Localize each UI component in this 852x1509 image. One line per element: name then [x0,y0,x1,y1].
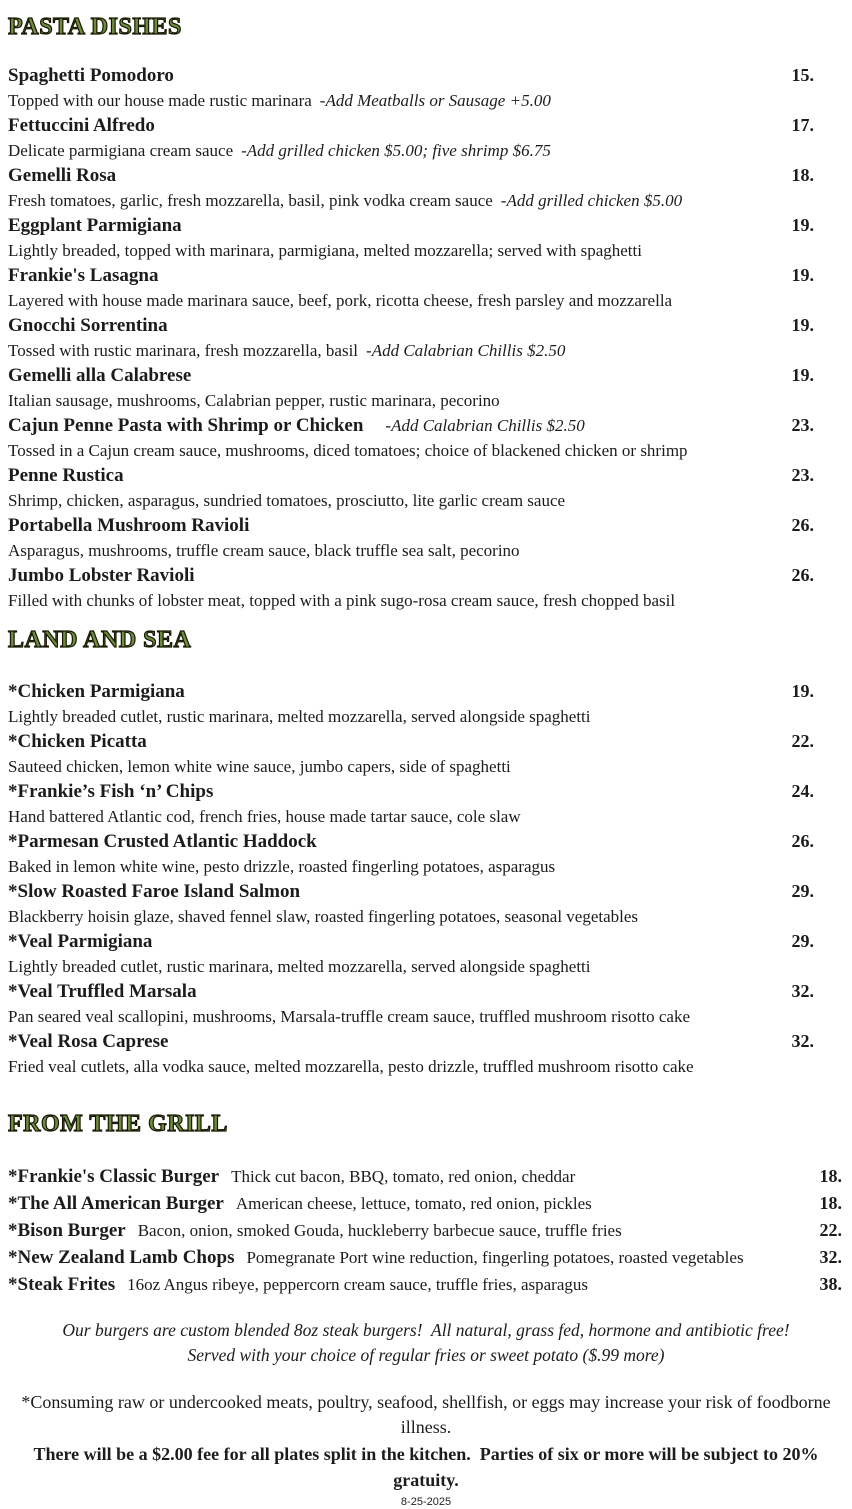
menu-item [8,779,844,829]
description-text: Layered with house made marinara sauce, beef, pork, ricotta cheese, fresh parsley and mozzarella [8,291,673,310]
item-description [8,804,844,829]
item-description: Pomegranate Port wine reduction, fingerling potatoes, roasted vegetables [246,1248,744,1267]
description-text: Lightly breaded, topped with marinara, parmigiana, melted mozzarella; served with spaghetti [8,241,642,260]
menu-item [8,263,844,313]
description-text: Tossed with rustic marinara, fresh mozzarella, basil [8,341,359,360]
item-description [8,538,844,563]
item-name: Penne Rustica [8,465,124,486]
item-price: 22. [819,1220,842,1240]
item-price: 18. [819,1166,842,1186]
menu-item [8,729,844,779]
item-name: *Veal Rosa Caprese [8,1031,169,1052]
section-title-land-and-sea: LAND AND SEA [8,627,192,653]
footer-disclaimer: *Consuming raw or undercooked meats, poultry, seafood, shellfish, or eggs may increase your risk of foodborne illness. [21,1392,831,1437]
description-text: Fresh tomatoes, garlic, fresh mozzarella, basil, pink vodka cream sauce [8,191,493,210]
item-price: 18. [791,165,814,185]
item-description [8,1004,844,1029]
menu-item [8,113,844,163]
item-description [8,588,844,613]
item-description: 16oz Angus ribeye, peppercorn cream sauce, truffle fries, asparagus [127,1275,588,1294]
footer-split-fee-note: There will be a $2.00 fee for all plates split in the kitchen. Parties of six or more will be subject to 20% gratuity. [33,1444,819,1490]
menu-item [8,829,844,879]
item-name: Gemelli Rosa [8,165,117,186]
item-price: 19. [791,681,814,701]
item-name: Jumbo Lobster Ravioli [8,565,195,586]
menu-item [8,1271,844,1298]
description-text: Filled with chunks of lobster meat, topped with a pink sugo-rosa cream sauce, fresh chopped basil [8,591,676,610]
menu-item [8,513,844,563]
menu-item [8,463,844,513]
item-name: *Steak Frites [8,1274,116,1295]
description-text: Fried veal cutlets, alla vodka sauce, melted mozzarella, pesto drizzle, truffled mushroom risotto cake [8,1057,694,1076]
menu-item [8,413,844,463]
description-text: Pan seared veal scallopini, mushrooms, Marsala-truffle cream sauce, truffled mushroom risotto cake [8,1007,690,1026]
menu-footer [8,1318,844,1509]
description-text: Delicate parmigiana cream sauce [8,141,234,160]
menu-item [8,163,844,213]
item-price: 29. [791,881,814,901]
item-name: Eggplant Parmigiana [8,215,182,236]
section-from-the-grill [8,1163,844,1298]
item-name: *Veal Truffled Marsala [8,981,197,1002]
item-price: 29. [791,931,814,951]
item-price: 15. [791,65,814,85]
item-price: 22. [791,731,814,751]
item-name: *Frankie's Classic Burger [8,1166,220,1187]
item-price: 19. [791,315,814,335]
item-description [8,1054,844,1079]
item-price: 23. [791,465,814,485]
menu-item [8,1029,844,1079]
menu-item [8,1190,844,1217]
menu-item [8,879,844,929]
item-price: 19. [791,215,814,235]
item-price: 26. [791,515,814,535]
addon-note: -Add grilled chicken $5.00; five shrimp $6.75 [241,141,551,160]
menu-item [8,563,844,613]
description-text: Baked in lemon white wine, pesto drizzle, roasted fingerling potatoes, asparagus [8,857,556,876]
item-description: Bacon, onion, smoked Gouda, huckleberry barbecue sauce, truffle fries [137,1221,622,1240]
item-description [8,188,844,213]
item-description [8,704,844,729]
menu-item [8,1163,844,1190]
addon-note: -Add Calabrian Chillis $2.50 [385,416,585,435]
item-price: 32. [791,1031,814,1051]
menu-item [8,213,844,263]
item-description: Thick cut bacon, BBQ, tomato, red onion, cheddar [231,1167,576,1186]
item-price: 19. [791,365,814,385]
menu-item [8,363,844,413]
menu-item [8,313,844,363]
item-description [8,238,844,263]
menu-item [8,679,844,729]
item-description: American cheese, lettuce, tomato, red onion, pickles [235,1194,592,1213]
addon-note: -Add Calabrian Chillis $2.50 [366,341,566,360]
item-description [8,954,844,979]
item-name: Cajun Penne Pasta with Shrimp or Chicken [8,415,364,436]
item-name: Portabella Mushroom Ravioli [8,515,250,536]
item-name: *Slow Roasted Faroe Island Salmon [8,881,301,902]
item-price: 32. [819,1247,842,1267]
item-description [8,488,844,513]
footer-burger-note-line2: Served with your choice of regular fries or sweet potato ($.99 more) [187,1345,665,1365]
item-description [8,88,844,113]
item-description [8,904,844,929]
description-text: Lightly breaded cutlet, rustic marinara, melted mozzarella, served alongside spaghetti [8,957,591,976]
item-price: 32. [791,981,814,1001]
addon-note: -Add grilled chicken $5.00 [500,191,683,210]
description-text: Hand battered Atlantic cod, french fries, house made tartar sauce, cole slaw [8,807,521,826]
menu-item [8,929,844,979]
item-price: 26. [791,565,814,585]
item-name: *The All American Burger [8,1193,224,1214]
item-price: 19. [791,265,814,285]
item-name: *Frankie’s Fish ‘n’ Chips [8,781,214,802]
item-description [8,854,844,879]
item-description [8,388,844,413]
description-text: Lightly breaded cutlet, rustic marinara, melted mozzarella, served alongside spaghetti [8,707,591,726]
section-title-from-the-grill: FROM THE GRILL [8,1111,228,1137]
menu-item [8,979,844,1029]
section-pasta-dishes [8,63,844,613]
description-text: Tossed in a Cajun cream sauce, mushrooms, diced tomatoes; choice of blackened chicken or shrimp [8,441,688,460]
section-title-pasta-dishes: PASTA DISHES [8,14,182,40]
section-land-and-sea [8,679,844,1079]
item-name: *Bison Burger [8,1220,126,1241]
menu-item [8,63,844,113]
description-text: Sauteed chicken, lemon white wine sauce, jumbo capers, side of spaghetti [8,757,511,776]
item-name: Spaghetti Pomodoro [8,65,174,86]
item-name: *Veal Parmigiana [8,931,153,952]
item-name: Fettuccini Alfredo [8,115,155,136]
description-text: Blackberry hoisin glaze, shaved fennel slaw, roasted fingerling potatoes, seasonal vegetables [8,907,639,926]
item-name: *Parmesan Crusted Atlantic Haddock [8,831,317,852]
item-name: *Chicken Parmigiana [8,681,185,702]
item-name: Frankie's Lasagna [8,265,159,286]
item-description [8,138,844,163]
item-description [8,338,844,363]
menu-item [8,1244,844,1271]
item-name: *Chicken Picatta [8,731,147,752]
footer-date: 8-25-2025 [400,1496,452,1508]
item-price: 23. [791,415,814,435]
description-text: Topped with our house made rustic marinara [8,91,312,110]
menu-item [8,1217,844,1244]
item-name: *New Zealand Lamb Chops [8,1247,235,1268]
item-price: 24. [791,781,814,801]
addon-note: -Add Meatballs or Sausage +5.00 [319,91,551,110]
footer-burger-note-line1: Our burgers are custom blended 8oz steak burgers! All natural, grass fed, hormone and antibiotic free! [62,1320,790,1340]
item-description [8,438,844,463]
item-price: 18. [819,1193,842,1213]
description-text: Shrimp, chicken, asparagus, sundried tomatoes, prosciutto, lite garlic cream sauce [8,491,566,510]
item-price: 38. [819,1274,842,1294]
item-price: 26. [791,831,814,851]
description-text: Italian sausage, mushrooms, Calabrian pepper, rustic marinara, pecorino [8,391,500,410]
item-name: Gnocchi Sorrentina [8,315,168,336]
item-name: Gemelli alla Calabrese [8,365,192,386]
item-description [8,288,844,313]
item-price: 17. [791,115,814,135]
description-text: Asparagus, mushrooms, truffle cream sauce, black truffle sea salt, pecorino [8,541,520,560]
item-description [8,754,844,779]
